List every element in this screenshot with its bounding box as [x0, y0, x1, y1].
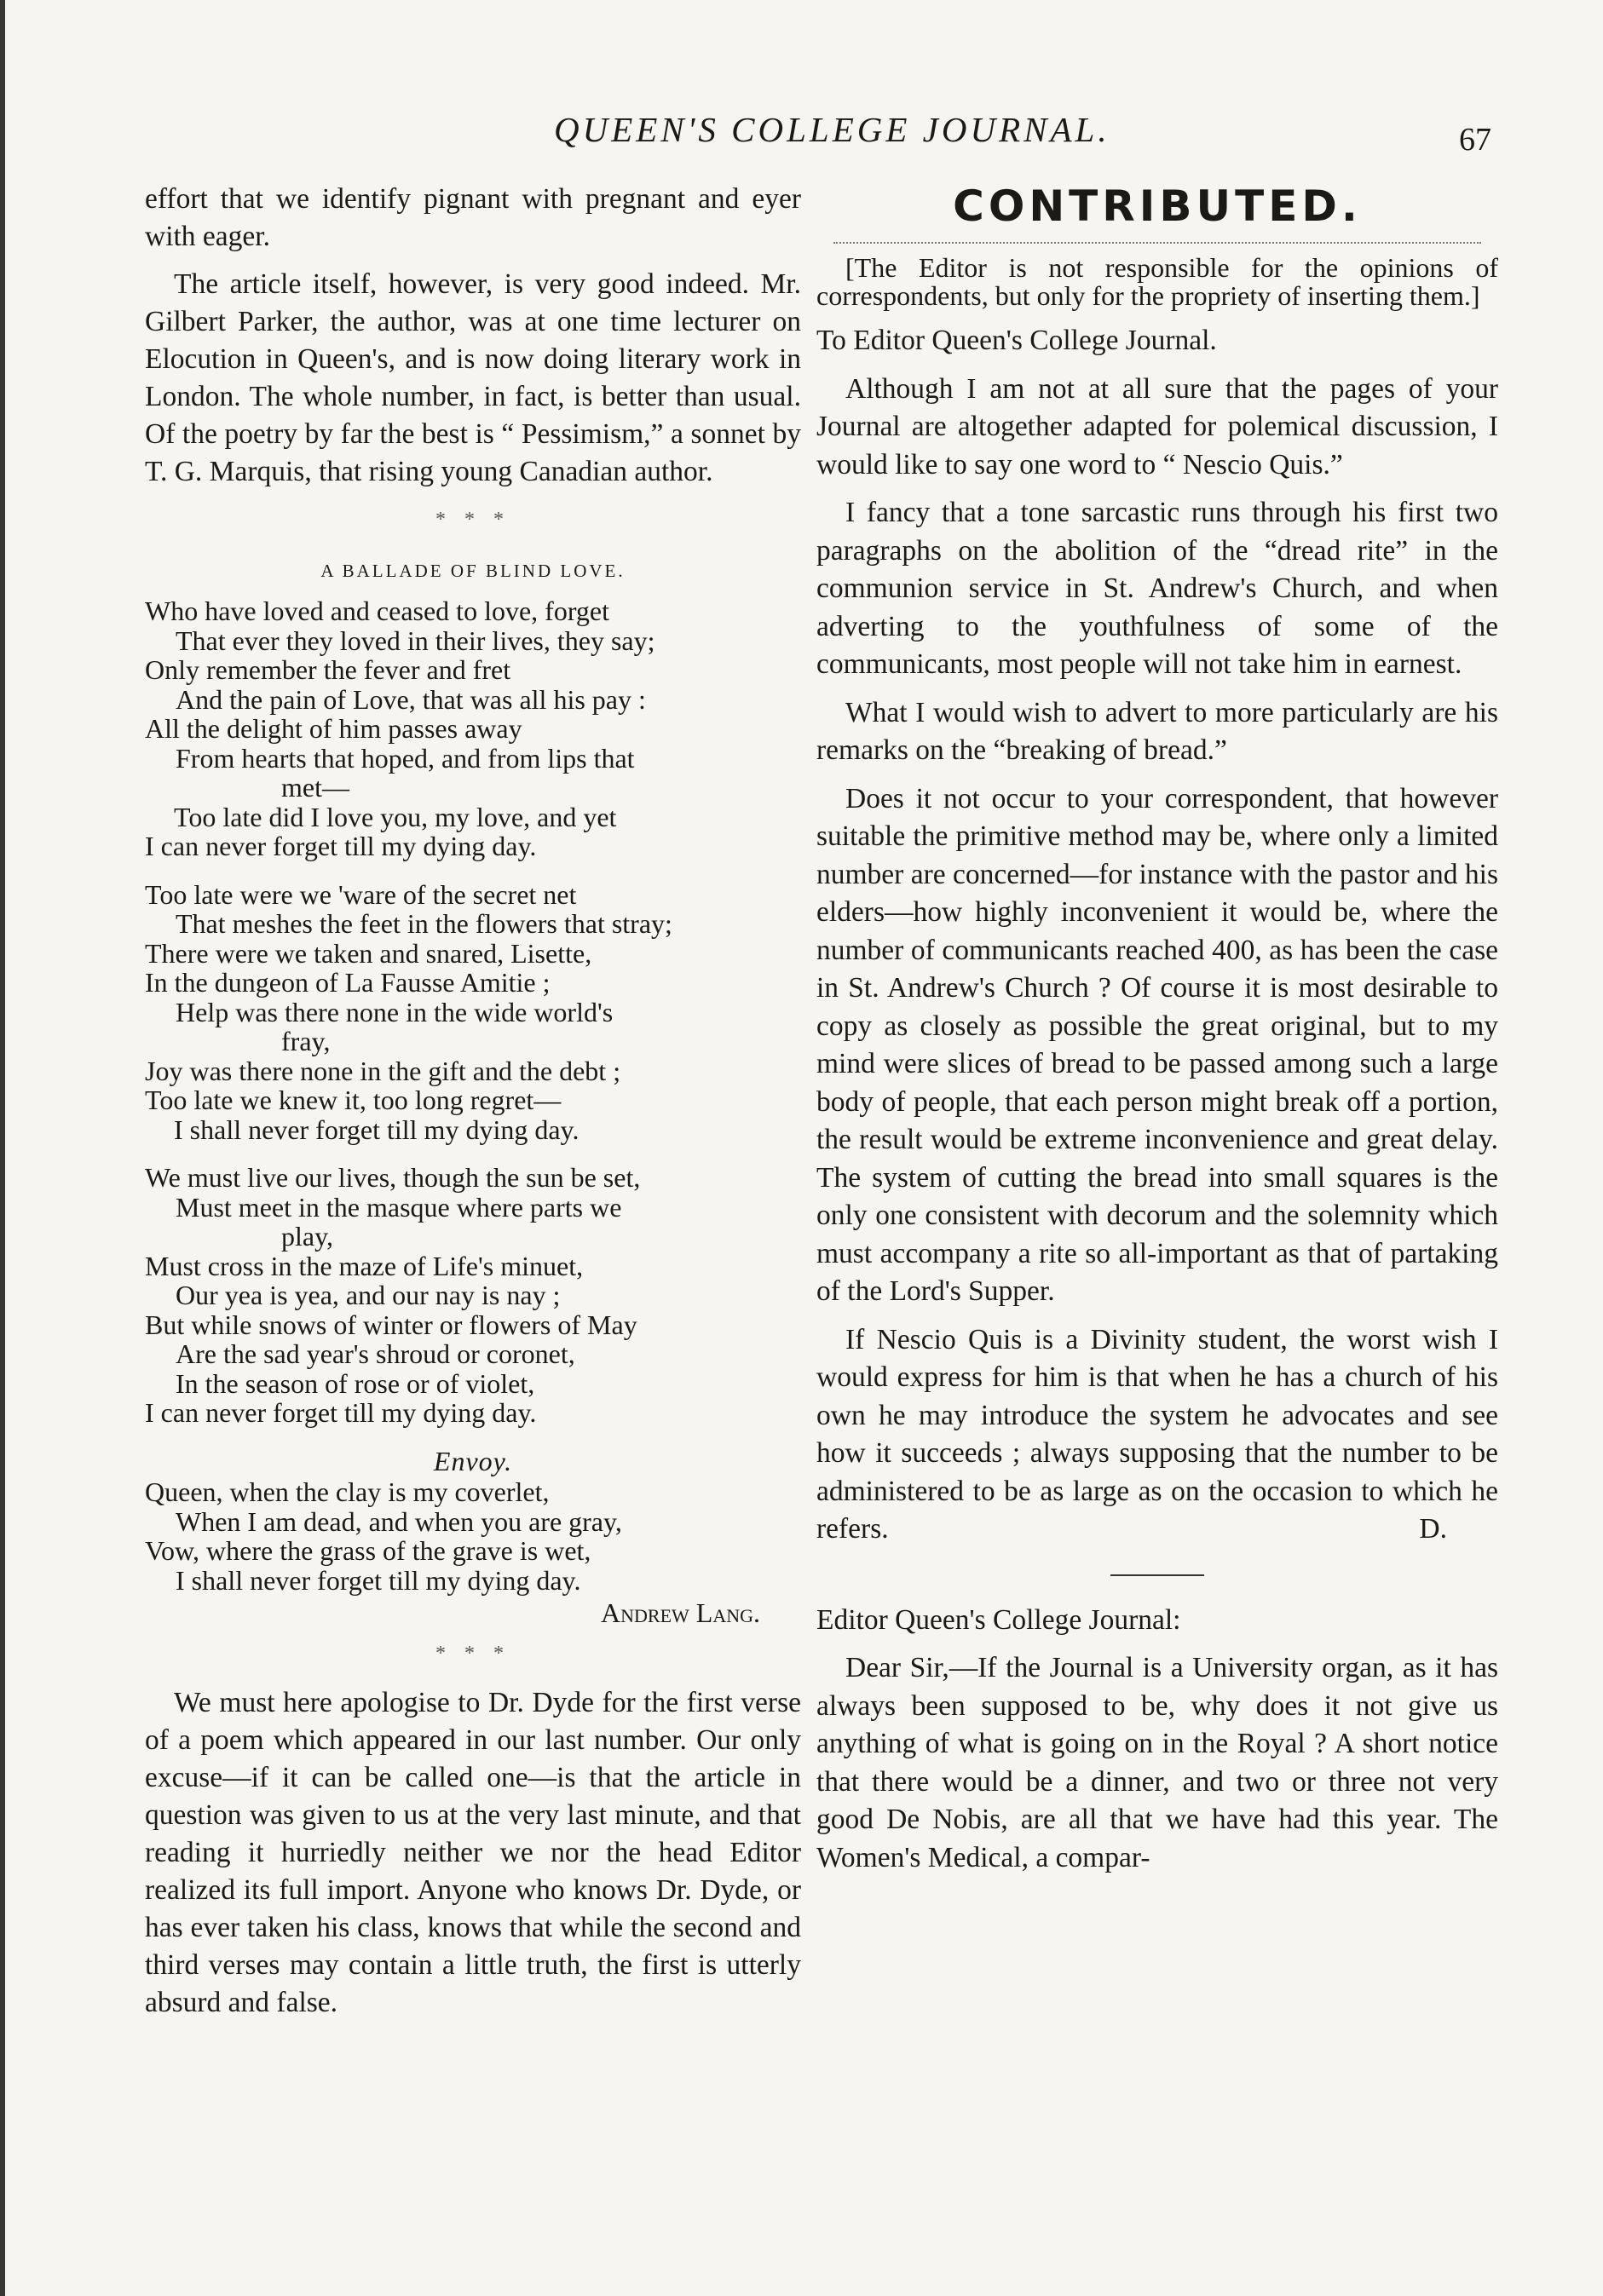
letter-signature: D. — [1419, 1513, 1447, 1545]
poem-line: There were we taken and snared, Lisette, — [145, 937, 592, 969]
paragraph — [816, 1321, 1498, 1549]
poem-line: Only remember the fever and fret — [145, 654, 511, 685]
poem-line: Vow, where the grass of the grave is wet, — [145, 1535, 591, 1566]
stanza — [145, 1163, 801, 1428]
poem-line: That meshes the feet in the flowers that stray; — [176, 908, 672, 939]
stanza — [145, 880, 801, 1145]
poem-line: Too late did I love you, my love, and yet — [174, 801, 617, 832]
poem-line: Who have loved and ceased to love, forget — [145, 596, 609, 626]
poem-line: In the season of rose or of violet, — [176, 1367, 535, 1399]
poem-line: Too late we knew it, too long regret— — [145, 1085, 562, 1115]
paragraph: The article itself, however, is very good indeed. Mr. Gilbert Parker, the author, was at one time lecturer on Elocution in Queen's, and is now doing literary work in London. The whole number, in fact, is better than usual. Of the poetry by far the best is “ Pessimism,” a sonnet by T. G. Marquis, that rising young Canadian author. — [145, 268, 801, 487]
editor-note: [The Editor is not responsible for the opinions of correspondents, but only for the propriety of inserting them.] — [816, 252, 1498, 311]
poem-line: Joy was there none in the gift and the debt ; — [145, 1055, 621, 1086]
envoy-title: Envoy. — [433, 1445, 513, 1476]
poem-line: All the delight of him passes away — [145, 713, 522, 744]
poem-line: That ever they loved in their lives, they say; — [176, 624, 655, 656]
paragraph-text: If Nescio Quis is a Divinity student, the worst wish I would express for him is that when he has a church of his own he may introduce the system he advocates and see how it succeeds ; always supposing that the number to be administered to be as large as on the occasion to which he refers. — [816, 1323, 1498, 1545]
paragraph: effort that we identify pignant with pregnant and eyer with eager. — [145, 183, 801, 252]
divider — [1110, 1574, 1204, 1576]
poem-line: Must meet in the masque where parts we — [176, 1191, 622, 1223]
journal-title: QUEEN'S COLLEGE JOURNAL. — [554, 110, 1110, 149]
section-heading: CONTRIBUTED. — [953, 181, 1362, 231]
poem-line: Must cross in the maze of Life's minuet, — [145, 1250, 584, 1281]
paragraph: What I would wish to advert to more particularly are his remarks on the “breaking of bread.” — [816, 696, 1498, 766]
paragraph: We must here apologise to Dr. Dyde for the first verse of a poem which appeared in our last number. Our only excuse—if it can be called one—is that the article in question was given to us at the very last minute, and that reading it hurriedly neither we nor the head Editor realized its full import. Anyone who knows Dr. Dyde, or has ever taken his class, knows that while the second and third verses may contain a little truth, the first is utterly absurd and false. — [145, 1686, 801, 2018]
paragraph: Although I am not at all sure that the pages of your Journal are altogether adapted for polemical discussion, I would like to say one word to “ Nescio Quis.” — [816, 372, 1498, 480]
poem-title: A BALLADE OF BLIND LOVE. — [320, 561, 626, 581]
poem-line: play, — [281, 1221, 334, 1252]
poem — [145, 596, 801, 1628]
paragraph: Dear Sir,—If the Journal is a University organ, as it has always been supposed to be, why does it not give us anything of what is going on in the Royal ? A short notice that there would be a dinner, and two or three not very good De Nobis, are all that we have had this year. The Women's Medical, a compar- — [816, 1652, 1498, 1873]
poem-line: We must live our lives, though the sun be set, — [145, 1162, 641, 1193]
poem-line: From hearts that hoped, and from lips that — [176, 742, 635, 774]
salutation: Editor Queen's College Journal: — [816, 1603, 1181, 1636]
poem-line: met— — [281, 772, 349, 803]
paragraph: I fancy that a tone sarcastic runs through his first two paragraphs on the abolition of the “dread rite” in the communion service in St. Andrew's Church, and when adverting to the youthfulness of some of the communicants, most people will not take him in earnest. — [816, 497, 1498, 680]
poem-line: Are the sad year's shroud or coronet, — [176, 1338, 575, 1369]
paragraph: Does it not occur to your correspondent, that however suitable the primitive method may be, where only a limited number are concerned—for instance with the pastor and his elders—how highly inconvenient it would be, where the number of communicants reached 400, as has been the case in St. Andrew's Church ? Of course it is most desirable to copy as closely as possible the great original, but to my mind were slices of bread to be passed among such a large body of people, that each person might break off a portion, the result would be extreme inconvenience and great delay. The system of cutting the bread into small squares is the only one consistent with decorum and the solemnity which must accompany a rite so all-important as that of partaking of the Lord's Supper. — [816, 782, 1498, 1307]
poem-line: fray, — [281, 1026, 331, 1056]
left-column — [145, 181, 801, 2032]
poem-line: But while snows of winter or flowers of May — [145, 1309, 637, 1340]
poem-line: Queen, when the clay is my coverlet, — [145, 1476, 550, 1507]
poem-line: Help was there none in the wide world's — [176, 996, 614, 1027]
poem-line: I can never forget till my dying day. — [145, 831, 537, 861]
poem-line: When I am dead, and when you are gray, — [176, 1505, 622, 1537]
divider — [833, 242, 1481, 244]
poem-line: I can never forget till my dying day. — [145, 1397, 537, 1428]
poem-line: I shall never forget till my dying day. — [176, 1564, 581, 1596]
page-edge — [0, 0, 5, 2296]
section-separator: * * * — [435, 509, 510, 531]
salutation: To Editor Queen's College Journal. — [816, 325, 1217, 356]
section-separator: * * * — [435, 1642, 510, 1665]
poem-author: Andrew Lang. — [601, 1597, 760, 1628]
poem-line: And the pain of Love, that was all his pay : — [176, 683, 646, 715]
poem-line: Too late were we 'ware of the secret net — [145, 878, 577, 910]
right-column — [816, 181, 1498, 1887]
running-header — [0, 109, 1603, 160]
poem-line: In the dungeon of La Fausse Amitie ; — [145, 967, 551, 998]
envoy — [145, 1477, 801, 1595]
poem-line: I shall never forget till my dying day. — [174, 1113, 580, 1145]
stanza — [145, 596, 801, 861]
page-number: 67 — [1459, 122, 1491, 158]
poem-line: Our yea is yea, and our nay is nay ; — [176, 1280, 561, 1310]
